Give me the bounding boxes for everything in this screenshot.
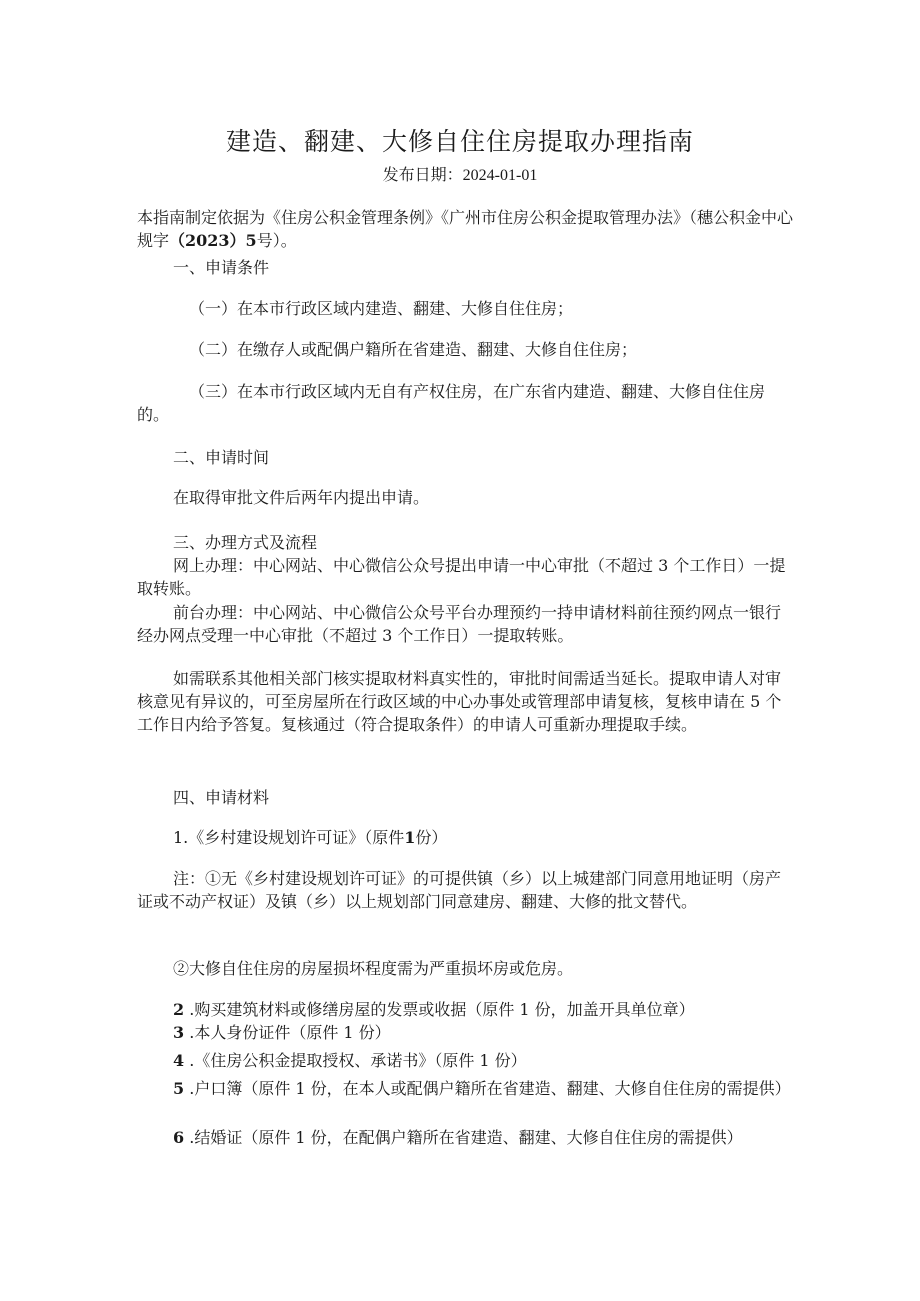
material-5-num: 5: [173, 1079, 185, 1098]
section-heading-materials: 四、申请材料: [173, 788, 270, 807]
material-4-text: .《住房公积金提取授权、承诺书》（原件 1 份）: [189, 1051, 527, 1070]
material-2-num: 2: [173, 1000, 185, 1019]
condition-item-2: （二）在缴存人或配偶户籍所在省建造、翻建、大修自住住房；: [189, 340, 638, 359]
time-text: 在取得审批文件后两年内提出申请。: [173, 488, 430, 507]
material-item-4: [137, 1049, 793, 1072]
material-item-6: [137, 1126, 793, 1149]
section-heading-process: 三、办理方式及流程: [173, 533, 318, 552]
page-title: 建造、翻建、大修自住住房提取办理指南: [225, 127, 694, 156]
condition-item-3: （三）在本市行政区域内无自有产权住房，在广东省内建造、翻建、大修自住住房的。: [137, 382, 766, 424]
intro-text-b: （2023）5: [169, 231, 257, 250]
publish-date-label: 发布日期：: [382, 167, 463, 184]
section-heading-conditions: 一、申请条件: [173, 258, 270, 277]
intro-text-a: 本指南制定依据为《住房公积金管理条例》《广州市住房公积金提取管理办法》（穗公积金中心规字: [137, 208, 794, 250]
intro-paragraph: [137, 206, 793, 252]
material-2-text: .购买建筑材料或修缮房屋的发票或收据（原件 1 份，加盖开具单位章）: [189, 1000, 695, 1019]
material-4-num: 4: [173, 1051, 185, 1070]
material-1-text-b: 1: [404, 828, 416, 847]
material-3-num: 3: [173, 1023, 185, 1042]
condition-item-1: （一）在本市行政区域内建造、翻建、大修自住住房；: [189, 299, 574, 318]
material-1-text-a: 1.《乡村建设规划许可证》（原件: [173, 828, 405, 847]
material-1-note-2: ②大修自住住房的房屋损坏程度需为严重损坏房或危房。: [173, 959, 574, 978]
process-note: 如需联系其他相关部门核实提取材料真实性的，审批时间需适当延长。提取申请人对审核意见有异议的，可至房屋所在行政区域的中心办事处或管理部申请复核，复核申请在 5 个工作日内给予答复。复核通过（符合提取条件）的申请人可重新办理提取手续。: [137, 669, 782, 734]
intro-text-c: 号）。: [256, 231, 297, 250]
publish-date: [0, 162, 920, 185]
material-item-1: [137, 826, 793, 849]
material-1-note-1: 注：①无《乡村建设规划许可证》的可提供镇（乡）以上城建部门同意用地证明（房产证或不动产权证）及镇（乡）以上规划部门同意建房、翻建、大修的批文替代。: [137, 869, 782, 911]
process-counter: 前台办理：中心网站、中心微信公众号平台办理预约一持申请材料前往预约网点一银行经办网点受理一中心审批（不超过 3 个工作日）一提取转账。: [137, 603, 782, 645]
material-1-text-c: 份）: [415, 828, 448, 847]
process-online: 网上办理：中心网站、中心微信公众号提出申请一中心审批（不超过 3 个工作日）一提取转账。: [137, 556, 786, 598]
material-item-5: [137, 1077, 793, 1100]
material-item-3: [137, 1021, 793, 1044]
material-item-2: [137, 998, 793, 1021]
material-3-text: .本人身份证件（原件 1 份）: [189, 1023, 391, 1042]
section-heading-time: 二、申请时间: [173, 448, 270, 467]
material-5-text: .户口簿（原件 1 份，在本人或配偶户籍所在省建造、翻建、大修自住住房的需提供）: [189, 1079, 791, 1098]
material-6-text: .结婚证（原件 1 份，在配偶户籍所在省建造、翻建、大修自住住房的需提供）: [189, 1128, 743, 1147]
publish-date-value: 2024-01-01: [462, 167, 538, 184]
material-6-num: 6: [173, 1128, 185, 1147]
